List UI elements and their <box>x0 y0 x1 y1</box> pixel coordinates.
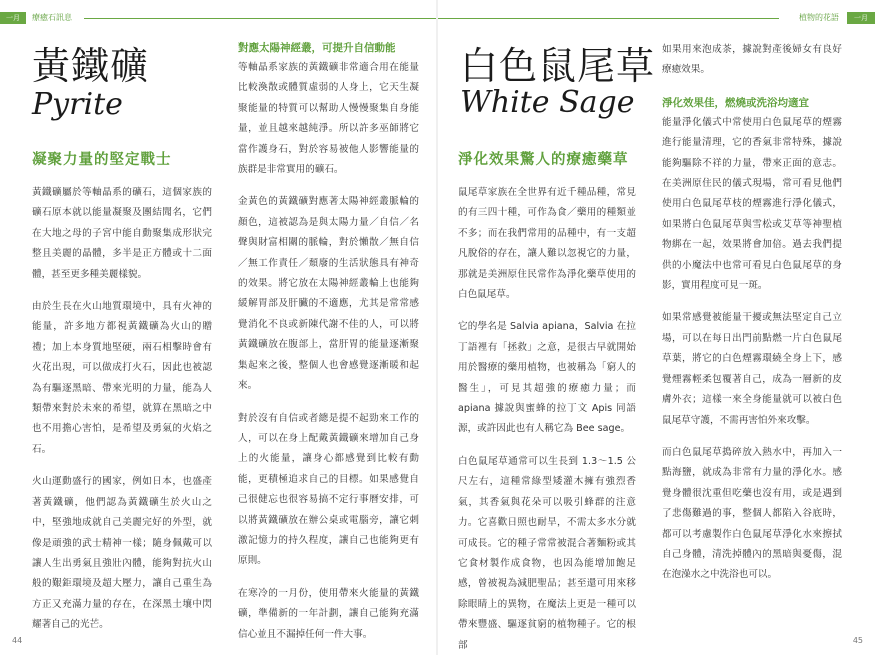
header-rule <box>438 18 779 19</box>
plant-title-zh: 白色鼠尾草 <box>460 44 656 88</box>
section-heading: 對應太陽神經叢，可提升自信動能 <box>238 42 396 54</box>
page-number-left: 44 <box>12 636 23 645</box>
paragraph: 白色鼠尾草通常可以生長到 1.3～1.5 公尺左右，這種常綠型矮灌木擁有強烈香氣，其香氣與花朵可以吸引蜂群的注意力。它喜歡日照也耐旱，不需太多水分就可成長。它的種子常常被混合著麵粉或其它食材製作成食物，也因為能增加飽足感，曾被視為減肥聖品；甚至還可用來移除眼睛上的異物，在魔法上更是一種可以帶來豐盛、驅逐貧窮的植物種子。它的根部 <box>458 455 636 651</box>
paragraph: 火山運動盛行的國家，例如日本，也盛產著黃鐵礦，他們認為黃鐵礦生於火山之中，堅強地成就自己美麗完好的外型，就像是頑強的武士精神一樣；隨身佩戴可以讓人生出勇氣且強壯內體，能夠對抗火山般的艱鉅環境及超大壓力，讓自己重生為方正又充滿力量的存在，在深黑土壤中閃耀著自己的光芒。 <box>32 476 212 631</box>
stone-title-en: Pyrite <box>32 87 123 122</box>
left-page <box>0 0 437 655</box>
paragraph: 金黃色的黃鐵礦對應著太陽神經叢脈輪的顏色，這被認為是與太陽力量／自信／名聲與財富相關的脈輪，對於懶散／無自信／無工作責任／頹廢的生活狀態具有神奇的效果。將它放在太陽神經叢輪上也能夠緩解胃部及肝臟的不適應，尤其是常常感覺消化不良或新陳代謝不佳的人，可以將黃鐵礦放在腹部上，當肝胃的能量逐漸聚集起來之後，整個人也會感覺逐漸暖和起來。 <box>238 196 419 392</box>
left-column-2 <box>238 40 419 655</box>
paragraph: 由於生長在火山地質環境中，具有火神的能量，許多地方都視黃鐵礦為火山的贈禮；加上本身質地堅硬，兩石相擊時會有火花出現，可以做成打火石，因此也被認為有驅逐黑暗、帶來光明的力量，能為人類帶來對於未來的希望，就算在黑暗之中也不用擔心害怕，是希望及勇氣的火焰之石。 <box>32 301 212 455</box>
paragraph: 而白色鼠尾草搗碎放入熱水中，再加入一點海鹽，就成為非常有力量的淨化水。感覺身體很沈重但吃藥也沒有用，或是遇到了悲傷難過的事，整個人都陷入谷底時，都可以考慮製作白色鼠尾草淨化水來擦拭自己身體，清洗掉體內的黑暗與憂傷，混在泡澡水之中洗浴也可以。 <box>662 446 842 581</box>
right-running-header <box>438 12 875 24</box>
plant-title-en: White Sage <box>460 85 635 120</box>
right-column-1 <box>458 183 636 655</box>
paragraph: 對於沒有自信或者總是提不起勁來工作的人，可以在身上配戴黃鐵礦來增加自己身上的火能量，讓身心都感覺到比較有動能，更積極追求自己的目標。如果感覺自己很健忘也很容易搞不定行事曆安排，可以將黃鐵礦放在辦公桌或電腦旁，讓它刺激記憶力的持久程度，讓自己也能夠更有原則。 <box>238 412 419 567</box>
paragraph: 在寒冷的一月份，使用帶來火能量的黃鐵礦，準備新的一年計劃，讓自己能夠充滿信心並且不漏掉任何一件大事。 <box>238 587 419 640</box>
paragraph: 能量淨化儀式中常使用白色鼠尾草的煙霧進行能量清理，它的香氣非常特殊，據說能夠驅除不祥的力量，帶來正面的意志。在美洲原住民的儀式現場，常可看見他們使用白色鼠尾草枝的煙霧進行淨化儀式，如果將白色鼠尾草與雪松或艾草等神聖植物綁在一起，效果將會加倍。過去我們提供的小魔法中也常可看見白色鼠尾草的身影，實用程度可見一斑。 <box>662 116 842 292</box>
left-running-header <box>0 12 437 24</box>
page-number-right: 45 <box>852 636 863 645</box>
stone-title-zh: 黃鐵礦 <box>32 44 150 88</box>
right-page <box>438 0 875 655</box>
paragraph: 等軸晶系家族的黃鐵礦非常適合用在能量比較渙散或體質虛弱的人身上，它天生凝聚能量的特質可以幫助人慢慢聚集自身能量，並且越來越純淨。所以許多巫師將它當作護身石，對於容易被他人影響能量的族群是非常實用的礦石。 <box>238 62 419 176</box>
paragraph: 它的學名是 Salvia apiana，Salvia 在拉丁語裡有「拯救」之意，是很古早就開始用於醫療的藥用植物，也被稱為「窮人的醫生」，可見其超強的療癒力量；而 apiana 據說與蜜蜂的拉丁文 Apis 同語源，或許因此也有人稱它為 Bee sage。 <box>458 321 636 435</box>
paragraph: 鼠尾草家族在全世界有近千種品種，常見的有三四十種，可作為食／藥用的種類並不多；而在我們常用的品種中，有一支超凡脫俗的存在，讓人難以忽視它的力量，那就是美洲原住民常作為淨化藥草使用的白色鼠尾草。 <box>458 187 636 301</box>
left-column-1 <box>32 183 212 648</box>
stone-subtitle: 凝聚力量的堅定戰士 <box>32 152 172 168</box>
paragraph: 如果常感覺被能量干擾或無法堅定自己立場，可以在每日出門前點燃一片白色鼠尾草葉，將它的白色煙霧環繞全身上下，感覺煙霧輕柔包覆著自己，成為一層新的皮膚外衣；這樣一來全身能量就可以被白色鼠尾草守護，不需再害怕外來攻擊。 <box>662 312 842 426</box>
left-section-title: 療癒石訊息 <box>32 13 72 22</box>
right-section-title: 植物的花語 <box>799 13 839 22</box>
section-heading: 淨化效果佳，燃燒或洗浴均適宜 <box>662 96 809 109</box>
header-rule <box>84 18 437 19</box>
paragraph: 黃鐵礦屬於等軸晶系的礦石，這個家族的礦石原本就以能量凝聚及團結聞名，它們在大地之母的子宮中能自動聚集成形狀完整且美麗的晶體，多半是正方體或十二面體，甚至更多種美麗樣貌。 <box>32 187 212 280</box>
right-column-2 <box>662 40 842 598</box>
plant-subtitle: 淨化效果驚人的療癒藥草 <box>458 152 629 168</box>
left-month-tab: 一月 <box>0 12 26 24</box>
right-month-tab: 一月 <box>847 12 875 24</box>
paragraph: 如果用來泡成茶，據說對產後婦女有良好療癒效果。 <box>662 44 842 76</box>
